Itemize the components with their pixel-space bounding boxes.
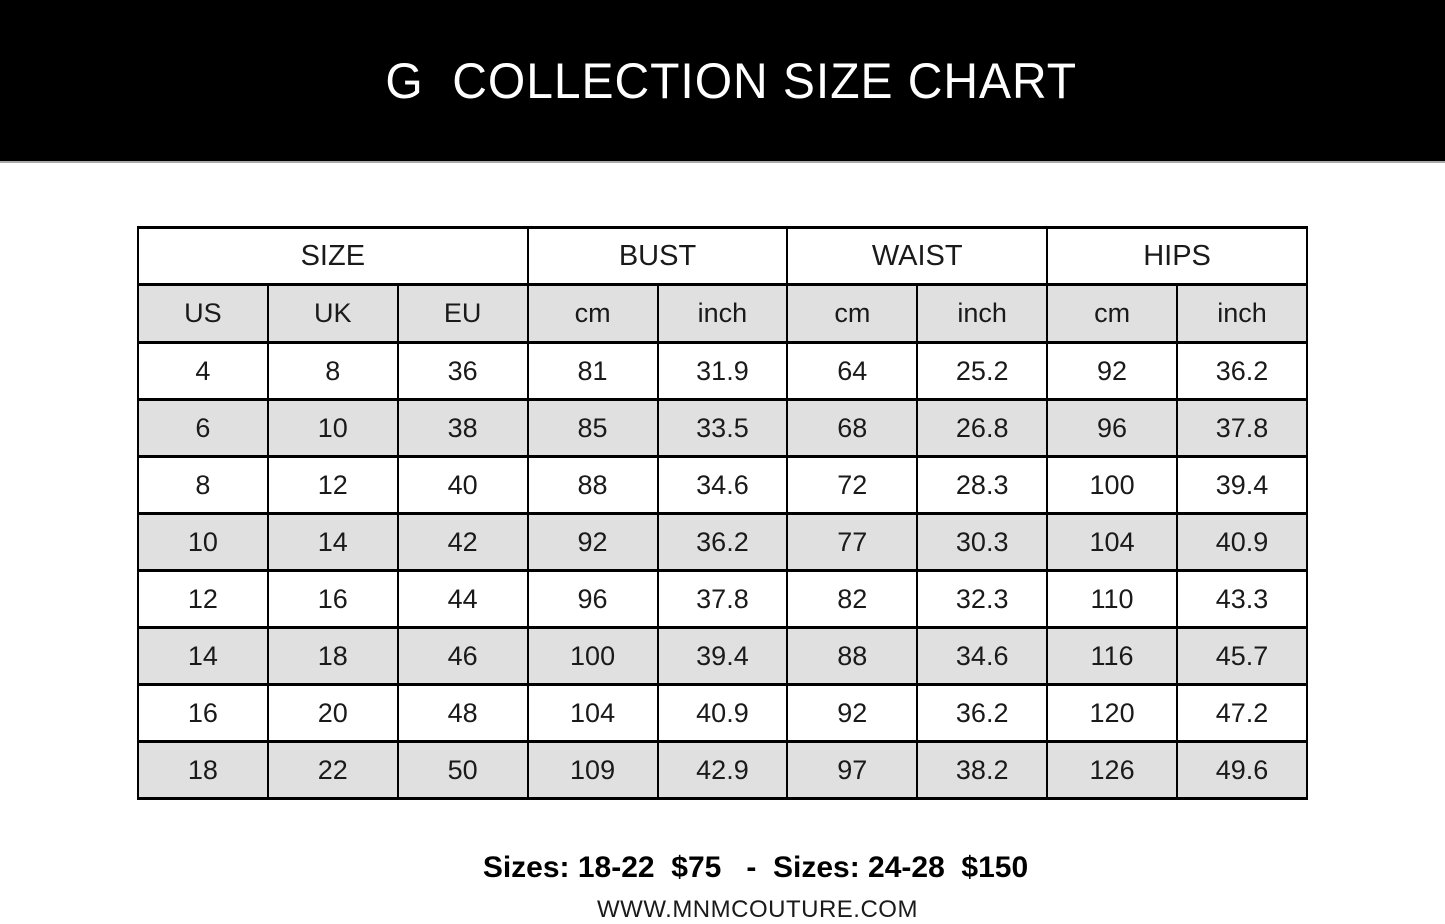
table-cell: 72 (787, 457, 917, 514)
table-cell: 47.2 (1177, 685, 1307, 742)
table-cell: 31.9 (658, 343, 788, 400)
table-cell: 88 (528, 457, 658, 514)
table-cell: 10 (138, 514, 268, 571)
table-cell: 34.6 (658, 457, 788, 514)
table-cell: 85 (528, 400, 658, 457)
col-header-us: US (138, 285, 268, 343)
table-cell: 48 (398, 685, 528, 742)
table-cell: 14 (138, 628, 268, 685)
table-cell: 36.2 (917, 685, 1047, 742)
table-cell: 28.3 (917, 457, 1047, 514)
website-text: WWW.MNMCOUTURE.COM (597, 896, 918, 923)
table-row (138, 343, 1307, 400)
table-row (138, 514, 1307, 571)
table-cell: 32.3 (917, 571, 1047, 628)
group-header-bust: BUST (528, 228, 788, 285)
table-cell: 36.2 (658, 514, 788, 571)
table-row (138, 685, 1307, 742)
table-cell: 39.4 (658, 628, 788, 685)
group-header-size: SIZE (138, 228, 528, 285)
table-cell: 109 (528, 742, 658, 799)
table-row (138, 628, 1307, 685)
table-cell: 33.5 (658, 400, 788, 457)
table-cell: 18 (138, 742, 268, 799)
table-cell: 40 (398, 457, 528, 514)
table-cell: 96 (1047, 400, 1177, 457)
col-header-waist-cm: cm (787, 285, 917, 343)
table-cell: 92 (787, 685, 917, 742)
table-cell: 50 (398, 742, 528, 799)
group-header-waist: WAIST (787, 228, 1047, 285)
table-cell: 46 (398, 628, 528, 685)
col-header-bust-inch: inch (658, 285, 788, 343)
col-header-uk: UK (268, 285, 398, 343)
group-header-hips: HIPS (1047, 228, 1307, 285)
table-cell: 38 (398, 400, 528, 457)
table-cell: 104 (528, 685, 658, 742)
table-cell: 36 (398, 343, 528, 400)
table-cell: 14 (268, 514, 398, 571)
col-header-hips-inch: inch (1177, 285, 1307, 343)
table-cell: 77 (787, 514, 917, 571)
table-cell: 37.8 (658, 571, 788, 628)
table-group-header-row (138, 228, 1307, 285)
table-cell: 20 (268, 685, 398, 742)
table-cell: 39.4 (1177, 457, 1307, 514)
col-header-waist-inch: inch (917, 285, 1047, 343)
table-row (138, 457, 1307, 514)
table-cell: 34.6 (917, 628, 1047, 685)
table-cell: 100 (1047, 457, 1177, 514)
table-cell: 6 (138, 400, 268, 457)
table-cell: 64 (787, 343, 917, 400)
table-cell: 116 (1047, 628, 1177, 685)
table-column-header-row (138, 285, 1307, 343)
table-cell: 96 (528, 571, 658, 628)
table-cell: 68 (787, 400, 917, 457)
page-title: G COLLECTION SIZE CHART (385, 52, 1078, 109)
table-cell: 4 (138, 343, 268, 400)
table-cell: 92 (528, 514, 658, 571)
table-cell: 40.9 (1177, 514, 1307, 571)
table-cell: 26.8 (917, 400, 1047, 457)
header-banner (0, 0, 1445, 163)
table-cell: 45.7 (1177, 628, 1307, 685)
table-cell: 97 (787, 742, 917, 799)
table-cell: 126 (1047, 742, 1177, 799)
table-cell: 38.2 (917, 742, 1047, 799)
table-cell: 44 (398, 571, 528, 628)
table-cell: 30.3 (917, 514, 1047, 571)
table-cell: 10 (268, 400, 398, 457)
pricing-text: Sizes: 18-22 $75 - Sizes: 24-28 $150 (482, 851, 1029, 884)
col-header-eu: EU (398, 285, 528, 343)
table-cell: 110 (1047, 571, 1177, 628)
table-cell: 16 (138, 685, 268, 742)
table-cell: 18 (268, 628, 398, 685)
table-cell: 37.8 (1177, 400, 1307, 457)
col-header-hips-cm: cm (1047, 285, 1177, 343)
table-cell: 25.2 (917, 343, 1047, 400)
table-cell: 104 (1047, 514, 1177, 571)
size-chart-table (137, 226, 1308, 800)
col-header-bust-cm: cm (528, 285, 658, 343)
table-cell: 42 (398, 514, 528, 571)
table-cell: 88 (787, 628, 917, 685)
table-cell: 49.6 (1177, 742, 1307, 799)
table-row (138, 571, 1307, 628)
table-cell: 12 (268, 457, 398, 514)
table-cell: 43.3 (1177, 571, 1307, 628)
table-cell: 40.9 (658, 685, 788, 742)
table-cell: 8 (138, 457, 268, 514)
table-cell: 16 (268, 571, 398, 628)
table-cell: 12 (138, 571, 268, 628)
table-row (138, 400, 1307, 457)
table-cell: 100 (528, 628, 658, 685)
table-cell: 81 (528, 343, 658, 400)
table-cell: 8 (268, 343, 398, 400)
table-cell: 120 (1047, 685, 1177, 742)
table-cell: 82 (787, 571, 917, 628)
table-cell: 42.9 (658, 742, 788, 799)
table-cell: 92 (1047, 343, 1177, 400)
table-cell: 22 (268, 742, 398, 799)
table-row (138, 742, 1307, 799)
table-cell: 36.2 (1177, 343, 1307, 400)
